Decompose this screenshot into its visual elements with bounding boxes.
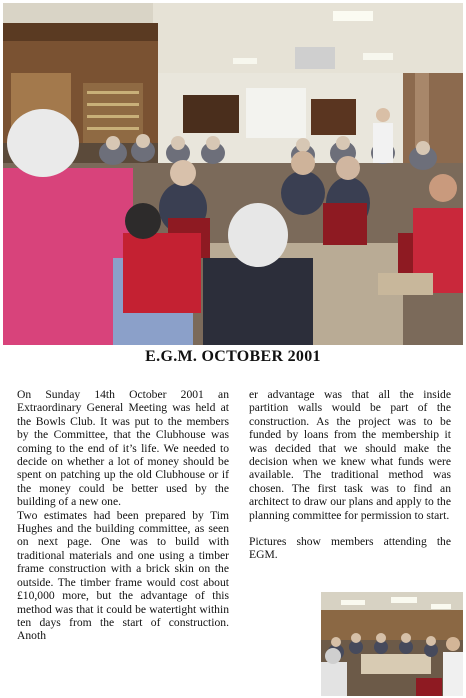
caption-title: E.G.M. OCTOBER 2001 xyxy=(145,348,321,365)
paragraph-intro: On Sunday 14th October 2001 an Extraordinary General Meeting was held at the Bowls Club. It was put to the members by the Committee, that the Clubhouse was coming to the end of it’s life. We needed to decide on whether a lot of money should be spent on patching up the old Clubhouse or if the money could be better used by the building of a new one. xyxy=(17,388,229,509)
article-right-column xyxy=(249,388,451,562)
paragraph-estimates: Two estimates had been prepared by Tim Hughes and the building committee, as seen on next page. One was to build with traditional materials and one using a timber frame construction with a brick skin on the outside. The timber frame would cost about £10,000 more, but the advantage of this method was that it could be watertight within ten days from the start of construction. Anoth xyxy=(17,508,229,643)
article-left-column xyxy=(17,388,229,643)
meeting-photo-small xyxy=(321,592,463,696)
meeting-photo-main xyxy=(3,3,463,345)
paragraph-decision: er advantage was that all the inside partition walls would be part of the construction. As the project was to be funded by loans from the membership it was decided that we should make the decision when we knew what funds were available. The traditional method was chosen. The first task was to find an architect to draw our plans and apply to the planning committee for permission to start. xyxy=(249,388,451,522)
pictures-note: Pictures show members attending the EGM. xyxy=(249,535,451,562)
